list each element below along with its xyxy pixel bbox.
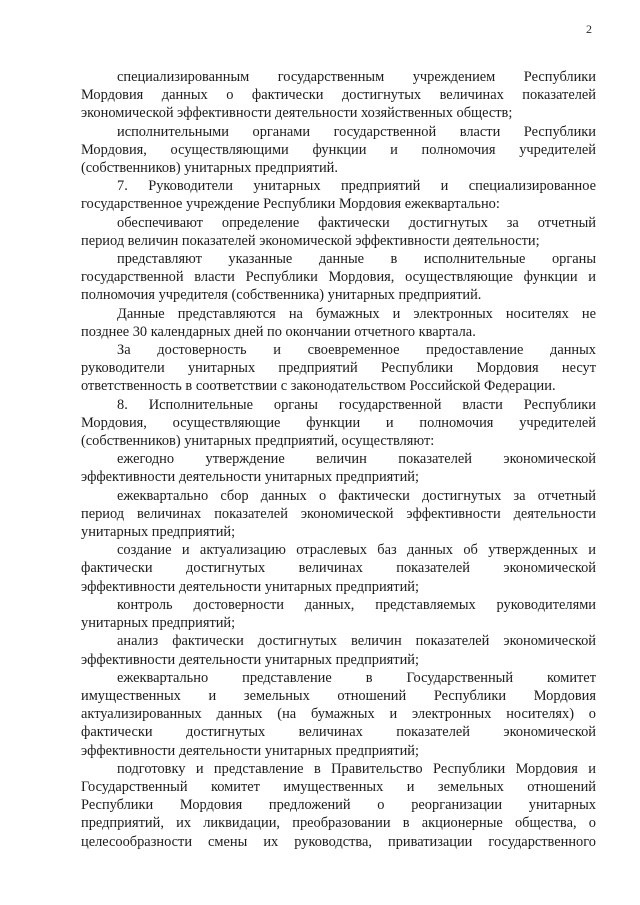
text-line: представляют указанные данные в исполнительные органы <box>117 251 596 268</box>
text-line: За достоверность и своевременное предоставление данных <box>117 342 596 359</box>
text-line: ежегодно утверждение величин показателей экономической <box>117 451 596 468</box>
text-line: эффективности деятельности унитарных предприятий; <box>81 651 419 668</box>
text-line: эффективности деятельности унитарных предприятий; <box>81 578 419 595</box>
text-line: Мордовия, осуществляющие функции и полномочия учредителей <box>81 414 596 431</box>
text-line: Республики Мордовия предложений о реорганизации унитарных <box>81 797 596 814</box>
text-line: специализированным государственным учреждением Республики <box>117 69 596 85</box>
text-line: 8. Исполнительные органы государственной власти Республики <box>117 396 596 413</box>
text-line: (собственников) унитарных предприятий. <box>81 160 338 177</box>
document-body <box>81 68 596 851</box>
text-line: предприятий, их ликвидации, преобразовании в акционерные общества, о <box>81 815 596 832</box>
text-line: унитарных предприятий; <box>81 615 236 632</box>
text-line: исполнительными органами государственной власти Республики <box>117 123 596 140</box>
text-line: Мордовия данных о фактически достигнутых величинах показателей <box>81 87 596 104</box>
text-line: ежеквартально сбор данных о фактически достигнутых за отчетный <box>117 487 596 504</box>
text-line: подготовку и представление в Правительство Республики Мордовия и <box>117 760 596 777</box>
text-line: позднее 30 календарных дней по окончании отчетного квартала. <box>81 323 476 340</box>
text-line: эффективности деятельности унитарных предприятий; <box>81 742 419 759</box>
text-line: полномочия учредителя (собственника) унитарных предприятий. <box>81 287 482 304</box>
text-line: актуализированных данных (на бумажных и электронных носителях) о <box>81 706 596 723</box>
text-line: Государственный комитет имущественных и земельных отношений <box>81 778 596 795</box>
text-line: обеспечивают определение фактически достигнутых за отчетный <box>117 214 596 231</box>
text-line: контроль достоверности данных, представляемых руководителями <box>117 596 596 613</box>
text-line: период величинах показателей экономической эффективности деятельности <box>81 505 596 522</box>
text-line: ответственность в соответствии с законодательством Российской Федерации. <box>81 378 556 395</box>
text-line: государственной власти Республики Мордовия, осуществляющие функции и <box>81 269 596 286</box>
text-line: Мордовия, осуществляющими функции и полномочия учредителей <box>81 141 596 158</box>
text-line: эффективности деятельности унитарных предприятий; <box>81 469 419 486</box>
text-line: фактически достигнутых величинах показателей экономической <box>81 724 596 741</box>
text-line: период величин показателей экономической эффективности деятельности; <box>81 232 540 249</box>
text-line: 7. Руководители унитарных предприятий и специализированное <box>117 178 596 195</box>
text-line: экономической эффективности деятельности хозяйственных обществ; <box>81 105 513 122</box>
text-line: Данные представляются на бумажных и электронных носителях не <box>117 305 596 322</box>
text-line: ежеквартально представление в Государственный комитет <box>117 669 596 686</box>
text-line: руководители унитарных предприятий Республики Мордовия несут <box>81 360 596 377</box>
text-line: фактически достигнутых величинах показателей экономической <box>81 560 596 577</box>
text-line: (собственников) унитарных предприятий, осуществляют: <box>81 433 435 450</box>
text-line: создание и актуализацию отраслевых баз данных об утвержденных и <box>117 542 596 559</box>
page-number: 2 <box>586 22 592 36</box>
text-line: анализ фактически достигнутых величин показателей экономической <box>117 633 596 650</box>
text-line: имущественных и земельных отношений Республики Мордовия <box>81 687 596 704</box>
text-line: целесообразности смены их руководства, приватизации государственного <box>81 833 596 850</box>
text-line: унитарных предприятий; <box>81 524 236 541</box>
text-line: государственное учреждение Республики Мордовия ежеквартально: <box>81 196 500 213</box>
